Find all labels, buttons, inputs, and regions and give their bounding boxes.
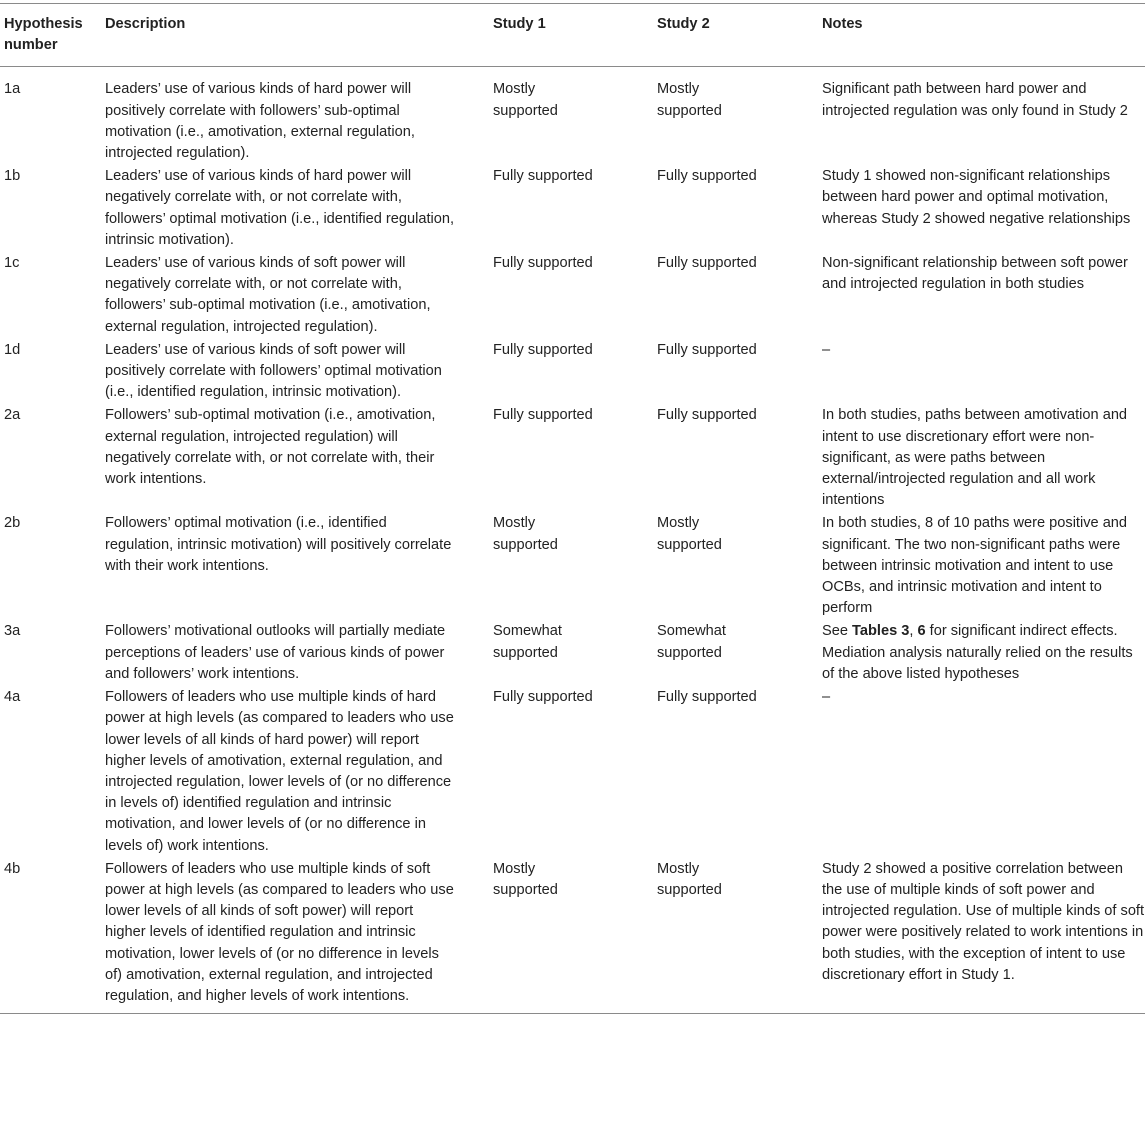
header-notes: Notes (822, 16, 863, 32)
table-row (0, 67, 1145, 165)
study-1-cell: Fully supported (493, 255, 593, 272)
table-row (0, 252, 1145, 339)
notes-prefix: See (822, 623, 853, 640)
study-2-cell: Fully supported (657, 255, 757, 272)
study-2-cell: Somewhat supported (657, 623, 726, 661)
study-2-cell: Fully supported (657, 168, 757, 185)
description-cell: Followers’ sub-optimal motivation (i.e., amotivation, external regulation, introjected regulation) will negatively correlate with, or not correlate with, their work intentions. (105, 407, 436, 488)
hypothesis-id: 1a (4, 81, 21, 98)
header-row (0, 4, 1145, 67)
study-2-cell: Fully supported (657, 341, 757, 358)
table-reference-3: Tables 3 (852, 623, 910, 640)
study-1-cell: Fully supported (493, 407, 593, 424)
table-row (0, 858, 1145, 1014)
description-cell: Followers of leaders who use multiple kinds of hard power at high levels (as compared to leaders who use lower levels of all kinds of hard power) will report higher levels of amotivation, external regulation, and introjected regulation, lower levels of (or no difference in levels of) identified regulation and intrinsic motivation, and lower levels of (or no difference in levels of) work intentions. (105, 689, 454, 854)
study-2-cell: Fully supported (657, 689, 757, 706)
notes-cell: Study 2 showed a positive correlation between the use of multiple kinds of soft power and introjected regulation. Use of multiple kinds of soft power were positively related to work intentions in both studies, with the exception of intent to use discretionary effort in Study 1. (822, 860, 1145, 983)
table-row (0, 686, 1145, 858)
study-2-cell: Mostly supported (657, 860, 722, 898)
notes-separator: , (909, 623, 918, 640)
hypothesis-id: 3a (4, 623, 21, 640)
table-row (0, 165, 1145, 252)
study-1-cell: Fully supported (493, 168, 593, 185)
notes-cell: – (822, 341, 831, 358)
description-cell: Leaders’ use of various kinds of soft power will positively correlate with followers’ optimal motivation (i.e., identified regulation, intrinsic motivation). (105, 341, 442, 401)
study-2-cell: Mostly supported (657, 81, 722, 119)
notes-cell: In both studies, paths between amotivation and intent to use discretionary effort were non-significant, as were paths between external/introjected regulation and all work intentions (822, 407, 1128, 509)
header-hypothesis-number: Hypothesis number (4, 16, 83, 54)
notes-suffix: for significant indirect effects. Mediation analysis naturally relied on the results of the above listed hypotheses (822, 623, 1133, 682)
description-cell: Leaders’ use of various kinds of hard power will negatively correlate with, or not correlate with, followers’ optimal motivation (i.e., identified regulation, intrinsic motivation). (105, 168, 455, 248)
notes-cell: In both studies, 8 of 10 paths were positive and significant. The two non-significant paths were between intrinsic motivation and intent to use OCBs, and intrinsic motivation and intent to perform (822, 515, 1128, 617)
study-1-cell: Mostly supported (493, 515, 558, 553)
table-row (0, 512, 1145, 620)
hypothesis-id: 2a (4, 407, 21, 424)
hypotheses-table (0, 3, 1145, 1014)
study-2-cell: Fully supported (657, 407, 757, 424)
table-row (0, 339, 1145, 405)
study-1-cell: Fully supported (493, 689, 593, 706)
hypothesis-id: 4b (4, 860, 21, 877)
study-2-cell: Mostly supported (657, 515, 722, 553)
notes-cell: – (822, 689, 831, 706)
study-1-cell: Mostly supported (493, 860, 558, 898)
notes-cell (818, 620, 1145, 686)
notes-cell: Significant path between hard power and introjected regulation was only found in Study 2 (822, 81, 1128, 119)
study-1-cell: Mostly supported (493, 81, 558, 119)
description-cell: Followers’ motivational outlooks will partially mediate perceptions of leaders’ use of various kinds of power and followers’ work intentions. (105, 623, 446, 682)
study-1-cell: Fully supported (493, 341, 593, 358)
description-cell: Leaders’ use of various kinds of soft power will negatively correlate with, or not correlate with, followers’ sub-optimal motivation (i.e., amotivation, external regulation, introjected regulation). (105, 255, 431, 335)
table-row (0, 620, 1145, 686)
description-cell: Leaders’ use of various kinds of hard power will positively correlate with followers’ sub-optimal motivation (i.e., amotivation, external regulation, introjected regulation). (105, 81, 415, 162)
description-cell: Followers of leaders who use multiple kinds of soft power at high levels (as compared to leaders who use lower levels of all kinds of soft power) will report higher levels of identified regulation and intrinsic motivation, lower levels of (or no difference in levels of) amotivation, external regulation, and introjected regulation, and higher levels of work intentions. (105, 860, 454, 1004)
notes-cell: Non-significant relationship between soft power and introjected regulation in both studies (822, 255, 1128, 293)
hypothesis-id: 2b (4, 515, 21, 532)
hypothesis-id: 1c (4, 255, 20, 272)
description-cell: Followers’ optimal motivation (i.e., identified regulation, intrinsic motivation) will positively correlate with their work intentions. (105, 515, 452, 574)
hypothesis-id: 1b (4, 168, 21, 185)
hypothesis-id: 1d (4, 341, 21, 358)
notes-cell: Study 1 showed non-significant relationships between hard power and optimal motivation, whereas Study 2 showed negative relationships (822, 168, 1131, 227)
header-study-2: Study 2 (657, 16, 710, 32)
table-reference-6: 6 (917, 623, 926, 640)
study-1-cell: Somewhat supported (493, 623, 562, 661)
header-description: Description (105, 16, 186, 32)
header-study-1: Study 1 (493, 16, 546, 32)
table-row (0, 404, 1145, 512)
hypothesis-id: 4a (4, 689, 21, 706)
